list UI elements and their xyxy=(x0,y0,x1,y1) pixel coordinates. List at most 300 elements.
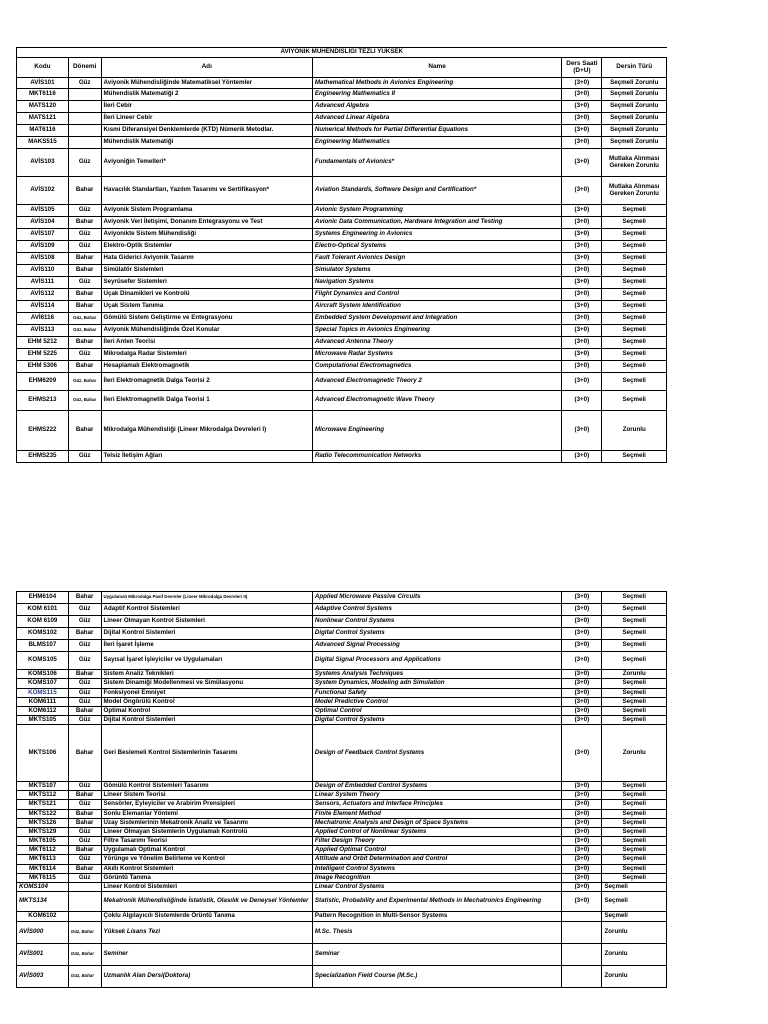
course-term: Güz xyxy=(68,716,101,725)
course-name-tr: Lineer Olmayan Kontrol Sistemleri xyxy=(101,616,312,628)
course-term xyxy=(68,113,101,125)
course-name-en: Special Topics in Avionics Engineering xyxy=(312,325,561,337)
course-name-en: Flight Dynamics and Control xyxy=(312,289,561,301)
course-type: Seçmeli xyxy=(602,874,667,883)
course-hours: (3+0) xyxy=(562,628,602,640)
table-row xyxy=(17,892,667,912)
course-code: KOMS105 xyxy=(17,652,69,670)
course-term: Güz, Bahar xyxy=(68,922,101,944)
course-name-tr: Seminer xyxy=(101,944,312,966)
course-hours: (3+0) xyxy=(562,782,602,791)
course-name-tr: Gömülü Kontrol Sistemleri Tasarımı xyxy=(101,782,312,791)
course-code: KOMS104 xyxy=(17,883,69,892)
course-name-en: Functional Safety xyxy=(312,689,561,698)
course-name-tr: Adaptif Kontrol Sistemleri xyxy=(101,604,312,616)
table-row xyxy=(17,810,667,819)
course-name-en: Computational Electromagnetics xyxy=(312,361,561,373)
course-name-tr: Lineer Sistem Teorisi xyxy=(101,791,312,800)
course-hours: (3+0) xyxy=(562,177,602,205)
header-dersin-turu: Dersin Türü xyxy=(602,58,667,78)
course-code: MKTS105 xyxy=(17,716,69,725)
course-type: Seçmeli xyxy=(602,205,667,217)
course-code: MKTS121 xyxy=(17,800,69,810)
course-term: Bahar xyxy=(68,592,101,604)
course-name-tr: Seyrüsefer Sistemleri xyxy=(101,277,312,289)
course-name-en: Digital Control Systems xyxy=(312,716,561,725)
course-term: Bahar xyxy=(68,361,101,373)
course-name-en: Design of Feedback Control Systems xyxy=(312,725,561,782)
course-term: Güz xyxy=(68,837,101,846)
course-term: Güz, Bahar xyxy=(68,391,101,411)
table-row xyxy=(17,229,667,241)
course-name-en: Mathematical Methods in Avionics Engineering xyxy=(312,78,561,89)
course-name-tr: Mühendislik Matematiği 2 xyxy=(101,89,312,101)
course-code: KOM6111 xyxy=(17,698,69,707)
course-name-tr: Uygulamalı Mikrodalga Pasif Devreler (Lineer Mikrodalga Devreleri II) xyxy=(101,592,312,604)
course-term: Güz xyxy=(68,604,101,616)
header-adi: Adı xyxy=(101,58,312,78)
course-term: Güz xyxy=(68,640,101,652)
course-type: Seçmeli xyxy=(602,451,667,463)
course-type: Zorunlu xyxy=(602,725,667,782)
course-hours: (3+0) xyxy=(562,229,602,241)
course-term: Güz xyxy=(68,782,101,791)
course-code: EHM 5212 xyxy=(17,337,69,349)
course-type: Seçmeli xyxy=(602,217,667,229)
course-code: AVİS110 xyxy=(17,265,69,277)
course-name-en: System Dynamics, Modeling adn Simulation xyxy=(312,679,561,689)
table-row xyxy=(17,855,667,865)
course-name-en: Radio Telecommunication Networks xyxy=(312,451,561,463)
course-name-en: Linear Control Systems xyxy=(312,883,561,892)
course-code: MKT6114 xyxy=(17,865,69,874)
course-name-tr: İleri İşaret İşleme xyxy=(101,640,312,652)
course-code: KOMS115 xyxy=(17,689,69,698)
table-row xyxy=(17,205,667,217)
course-code: AVİS111 xyxy=(17,277,69,289)
course-name-en: Engineering Mathematics II xyxy=(312,89,561,101)
course-code: MAT6116 xyxy=(17,125,69,137)
course-code: AVİS109 xyxy=(17,241,69,253)
course-code: AVİS112 xyxy=(17,289,69,301)
course-code: AVİS113 xyxy=(17,325,69,337)
course-name-en: Advanced Electromagnetic Theory 2 xyxy=(312,373,561,391)
course-type: Seçmeli xyxy=(602,313,667,325)
table-row xyxy=(17,325,667,337)
table-row xyxy=(17,125,667,137)
table-row xyxy=(17,846,667,855)
table-row xyxy=(17,265,667,277)
course-name-en: Aircraft System Identification xyxy=(312,301,561,313)
course-term xyxy=(68,883,101,892)
table-row xyxy=(17,349,667,361)
course-term: Bahar xyxy=(68,337,101,349)
course-code: KOMS102 xyxy=(17,628,69,640)
course-hours: (3+0) xyxy=(562,846,602,855)
course-code: MKTS112 xyxy=(17,791,69,800)
course-name-tr: Sonlu Elemanlar Yöntemi xyxy=(101,810,312,819)
course-hours: (3+0) xyxy=(562,855,602,865)
course-type: Seçmeli xyxy=(602,883,667,892)
course-term xyxy=(68,101,101,113)
course-name-en: Avionic System Programming xyxy=(312,205,561,217)
course-term: Bahar xyxy=(68,819,101,828)
course-name-tr: Lineer Olmayan Sistemlerin Uygulamalı Kontrolü xyxy=(101,828,312,837)
course-name-en: Adaptive Control Systems xyxy=(312,604,561,616)
course-name-en: Design of Embedded Control Systems xyxy=(312,782,561,791)
course-code: AVİS107 xyxy=(17,229,69,241)
course-table-1 xyxy=(16,47,667,463)
course-code: AVİS114 xyxy=(17,301,69,313)
course-type: Zorunlu xyxy=(602,966,667,988)
course-name-tr: Simülatör Sistemleri xyxy=(101,265,312,277)
course-type: Seçmeli Zorunlu xyxy=(602,89,667,101)
table-row xyxy=(17,944,667,966)
course-term: Güz xyxy=(68,698,101,707)
course-hours: (3+0) xyxy=(562,883,602,892)
course-name-en: Electro-Optical Systems xyxy=(312,241,561,253)
course-hours: (3+0) xyxy=(562,349,602,361)
course-name-en: Advanced Electromagnetic Wave Theory xyxy=(312,391,561,411)
course-name-en: Advanced Linear Algebra xyxy=(312,113,561,125)
course-name-tr: Sensörler, Eyleyiciler ve Arabirim Prensipleri xyxy=(101,800,312,810)
course-name-tr: İleri Lineer Cebir xyxy=(101,113,312,125)
course-type: Seçmeli xyxy=(602,616,667,628)
course-code: EHM 5225 xyxy=(17,349,69,361)
table-row xyxy=(17,670,667,679)
table-row xyxy=(17,337,667,349)
course-term: Bahar xyxy=(68,725,101,782)
course-type: Seçmeli xyxy=(602,791,667,800)
table-title: AVIYONIK MUHENDISLIĞI TEZLI YUKSEK xyxy=(17,48,667,58)
course-code: AVİS000 xyxy=(17,922,69,944)
course-name-tr: Elektro-Optik Sistemler xyxy=(101,241,312,253)
course-code: MKT6113 xyxy=(17,855,69,865)
table-row xyxy=(17,373,667,391)
course-hours: (3+0) xyxy=(562,277,602,289)
table-row xyxy=(17,89,667,101)
course-name-tr: Yörünge ve Yönelim Belirleme ve Kontrol xyxy=(101,855,312,865)
course-type: Seçmeli xyxy=(602,301,667,313)
course-name-en: M.Sc. Thesis xyxy=(312,922,561,944)
course-term: Bahar xyxy=(68,810,101,819)
table-row xyxy=(17,301,667,313)
course-name-tr: Lineer Kontrol Sistemleri xyxy=(101,883,312,892)
course-type: Seçmeli xyxy=(602,628,667,640)
course-code: MKT6116 xyxy=(17,89,69,101)
course-code: MAKS515 xyxy=(17,137,69,149)
table-row xyxy=(17,819,667,828)
course-hours: (3+0) xyxy=(562,113,602,125)
course-type: Seçmeli xyxy=(602,373,667,391)
course-name-tr: Aviyoniğin Temelleri* xyxy=(101,149,312,177)
table-row xyxy=(17,828,667,837)
course-name-tr: Filtre Tasarımı Teorisi xyxy=(101,837,312,846)
course-name-en: Simulator Systems xyxy=(312,265,561,277)
table-1-body xyxy=(17,78,667,463)
course-term: Güz xyxy=(68,78,101,89)
table-row xyxy=(17,411,667,451)
course-hours: (3+0) xyxy=(562,361,602,373)
course-code: KOM6112 xyxy=(17,707,69,716)
course-code: EHMS235 xyxy=(17,451,69,463)
course-hours: (3+0) xyxy=(562,698,602,707)
course-hours: (3+0) xyxy=(562,670,602,679)
course-hours: (3+0) xyxy=(562,205,602,217)
course-term xyxy=(68,912,101,922)
header-name: Name xyxy=(312,58,561,78)
course-type: Seçmeli xyxy=(602,361,667,373)
course-hours: (3+0) xyxy=(562,592,602,604)
course-code: AVİS101 xyxy=(17,78,69,89)
table-row xyxy=(17,137,667,149)
course-code: AVİS102 xyxy=(17,177,69,205)
course-type: Seçmeli xyxy=(602,277,667,289)
course-term xyxy=(68,89,101,101)
course-name-tr: Mühendislik Matematiği xyxy=(101,137,312,149)
course-name-tr: İleri Elektromagnetik Dalga Teorisi 1 xyxy=(101,391,312,411)
course-name-tr: Aviyonik Mühendisliğinde Matematiksel Yöntemler xyxy=(101,78,312,89)
course-name-en: Microwave Radar Systems xyxy=(312,349,561,361)
table-row xyxy=(17,628,667,640)
course-hours: (3+0) xyxy=(562,217,602,229)
course-hours: (3+0) xyxy=(562,241,602,253)
course-hours: (3+0) xyxy=(562,828,602,837)
table-row xyxy=(17,698,667,707)
course-type: Seçmeli xyxy=(602,337,667,349)
course-name-en: Systems Engineering in Avionics xyxy=(312,229,561,241)
table-row xyxy=(17,149,667,177)
course-hours: (3+0) xyxy=(562,689,602,698)
course-hours xyxy=(562,966,602,988)
course-name-en: Attitude and Orbit Determination and Control xyxy=(312,855,561,865)
course-hours: (3+0) xyxy=(562,819,602,828)
table-row xyxy=(17,253,667,265)
course-name-en: Applied Microwave Passive Circuits xyxy=(312,592,561,604)
course-term: Güz xyxy=(68,874,101,883)
table-row xyxy=(17,391,667,411)
course-name-tr: Hata Giderici Aviyonik Tasarım xyxy=(101,253,312,265)
table-row xyxy=(17,791,667,800)
course-name-en: Optimal Control xyxy=(312,707,561,716)
course-code: EHMS213 xyxy=(17,391,69,411)
course-term: Güz, Bahar xyxy=(68,373,101,391)
course-name-tr: Dijital Kontrol Sistemleri xyxy=(101,716,312,725)
course-name-en: Numerical Methods for Partial Differential Equations xyxy=(312,125,561,137)
course-term xyxy=(68,137,101,149)
course-type: Seçmeli xyxy=(602,707,667,716)
course-term: Bahar xyxy=(68,865,101,874)
course-code: EHM6209 xyxy=(17,373,69,391)
table-row xyxy=(17,113,667,125)
course-term: Güz xyxy=(68,451,101,463)
course-type: Seçmeli xyxy=(602,716,667,725)
course-name-tr: Yüksek Lisans Tezi xyxy=(101,922,312,944)
course-name-tr: Mikrodalga Mühendisliği (Lineer Mikrodalga Devreleri I) xyxy=(101,411,312,451)
course-type: Seçmeli xyxy=(602,592,667,604)
course-hours: (3+0) xyxy=(562,640,602,652)
course-code: EHMS222 xyxy=(17,411,69,451)
course-code: MKTS122 xyxy=(17,810,69,819)
course-term xyxy=(68,892,101,912)
table-row xyxy=(17,966,667,988)
course-term: Güz, Bahar xyxy=(68,313,101,325)
table-row xyxy=(17,101,667,113)
course-name-en: Image Recognition xyxy=(312,874,561,883)
course-term: Güz xyxy=(68,616,101,628)
course-name-en: Aviation Standards, Software Design and Certification* xyxy=(312,177,561,205)
course-term: Güz, Bahar xyxy=(68,944,101,966)
course-name-tr: Aviyonik Veri İletişimi, Donanım Entegrasyonu ve Test xyxy=(101,217,312,229)
course-hours: (3+0) xyxy=(562,892,602,912)
course-type: Zorunlu xyxy=(602,922,667,944)
course-term: Güz xyxy=(68,229,101,241)
course-type: Seçmeli xyxy=(602,241,667,253)
course-type: Seçmeli Zorunlu xyxy=(602,125,667,137)
course-name-tr: Uzay Sistemlerinin Mekatronik Analiz ve Tasarımı xyxy=(101,819,312,828)
course-type: Seçmeli xyxy=(602,652,667,670)
course-hours: (3+0) xyxy=(562,137,602,149)
course-term: Güz xyxy=(68,349,101,361)
course-code: MKT6105 xyxy=(17,837,69,846)
course-type: Seçmeli xyxy=(602,819,667,828)
course-name-en: Linear System Theory xyxy=(312,791,561,800)
course-name-en: Model Predictive Control xyxy=(312,698,561,707)
course-hours: (3+0) xyxy=(562,89,602,101)
course-type: Seçmeli Zorunlu xyxy=(602,137,667,149)
course-name-tr: Telsiz İletişim Ağları xyxy=(101,451,312,463)
course-name-tr: Uçak Dinamikleri ve Kontrolü xyxy=(101,289,312,301)
course-hours: (3+0) xyxy=(562,78,602,89)
course-type: Zorunlu xyxy=(602,411,667,451)
course-type: Seçmeli xyxy=(602,846,667,855)
course-code: KOM6102 xyxy=(17,912,69,922)
course-name-tr: İleri Anten Teorisi xyxy=(101,337,312,349)
course-name-tr: Dijital Kontrol Sistemleri xyxy=(101,628,312,640)
course-name-tr: Uzmanlık Alan Dersi(Doktora) xyxy=(101,966,312,988)
course-code: KOM 6109 xyxy=(17,616,69,628)
course-term: Bahar xyxy=(68,791,101,800)
table-row xyxy=(17,78,667,89)
course-name-tr: Görüntü Tanıma xyxy=(101,874,312,883)
table-row xyxy=(17,313,667,325)
header-donemi: Dönemi xyxy=(68,58,101,78)
course-code: MKT6112 xyxy=(17,846,69,855)
course-code: MKT6115 xyxy=(17,874,69,883)
course-code: KOMS107 xyxy=(17,679,69,689)
header-kodu: Kodu xyxy=(17,58,69,78)
course-hours: (3+0) xyxy=(562,301,602,313)
course-name-en: Digital Signal Processors and Applications xyxy=(312,652,561,670)
course-term: Güz xyxy=(68,689,101,698)
course-hours xyxy=(562,912,602,922)
course-type: Seçmeli xyxy=(602,325,667,337)
course-term: Bahar xyxy=(68,301,101,313)
course-type: Seçmeli xyxy=(602,229,667,241)
course-hours: (3+0) xyxy=(562,253,602,265)
table-row xyxy=(17,865,667,874)
course-name-tr: Mekatronik Mühendisliğinde İstatistik, Olasılık ve Deneysel Yöntemler xyxy=(101,892,312,912)
course-term: Güz xyxy=(68,277,101,289)
course-code: EHM6104 xyxy=(17,592,69,604)
course-code: KOMS106 xyxy=(17,670,69,679)
course-type: Mutlaka Alınması Gereken Zorunlu xyxy=(602,177,667,205)
course-term: Bahar xyxy=(68,177,101,205)
course-term: Güz xyxy=(68,855,101,865)
course-name-en: Nonlinear Control Systems xyxy=(312,616,561,628)
course-hours: (3+0) xyxy=(562,837,602,846)
table-row xyxy=(17,289,667,301)
table-row xyxy=(17,883,667,892)
course-name-tr: Aviyonik Sistem Programlama xyxy=(101,205,312,217)
course-name-en: Advanced Algebra xyxy=(312,101,561,113)
table-row xyxy=(17,616,667,628)
course-hours: (3+0) xyxy=(562,451,602,463)
course-name-en: Seminar xyxy=(312,944,561,966)
course-code: AVİS105 xyxy=(17,205,69,217)
course-hours: (3+0) xyxy=(562,373,602,391)
course-code: MKTS129 xyxy=(17,828,69,837)
course-type: Seçmeli xyxy=(602,855,667,865)
table-row xyxy=(17,277,667,289)
course-term: Güz xyxy=(68,828,101,837)
course-term: Güz xyxy=(68,205,101,217)
course-name-en: Digital Control Systems xyxy=(312,628,561,640)
course-code: MKTS126 xyxy=(17,819,69,828)
course-hours xyxy=(562,944,602,966)
course-type: Seçmeli xyxy=(602,289,667,301)
course-code: BLMS107 xyxy=(17,640,69,652)
table-row xyxy=(17,217,667,229)
course-type: Zorunlu xyxy=(602,670,667,679)
course-hours: (3+0) xyxy=(562,325,602,337)
table-row xyxy=(17,874,667,883)
course-name-en: Avionic Data Communication, Hardware Integration and Testing xyxy=(312,217,561,229)
course-name-en: Advanced Signal Processing xyxy=(312,640,561,652)
course-name-en: Navigation Systems xyxy=(312,277,561,289)
course-code: KOM 6101 xyxy=(17,604,69,616)
course-name-tr: Havacılık Standartları, Yazılım Tasarımı ve Sertifikasyon* xyxy=(101,177,312,205)
course-hours: (3+0) xyxy=(562,679,602,689)
course-type: Seçmeli xyxy=(602,349,667,361)
table-row xyxy=(17,800,667,810)
course-hours: (3+0) xyxy=(562,616,602,628)
course-term xyxy=(68,125,101,137)
course-name-en: Systems Analysis Techniques xyxy=(312,670,561,679)
course-name-tr: Aviyonikte Sistem Mühendisliği xyxy=(101,229,312,241)
table-row xyxy=(17,451,667,463)
course-term: Bahar xyxy=(68,289,101,301)
course-code: MKTS106 xyxy=(17,725,69,782)
course-term: Bahar xyxy=(68,846,101,855)
course-hours: (3+0) xyxy=(562,800,602,810)
course-hours: (3+0) xyxy=(562,101,602,113)
course-hours: (3+0) xyxy=(562,411,602,451)
course-type: Seçmeli xyxy=(602,689,667,698)
course-hours: (3+0) xyxy=(562,337,602,349)
course-name-en: Fault Tolerant Avionics Design xyxy=(312,253,561,265)
course-hours: (3+0) xyxy=(562,874,602,883)
course-code: MKTS134 xyxy=(17,892,69,912)
course-name-tr: Uçak Sistem Tanıma xyxy=(101,301,312,313)
course-code: AVİS104 xyxy=(17,217,69,229)
course-hours: (3+0) xyxy=(562,716,602,725)
course-name-tr: Model Öngörülü Kontrol xyxy=(101,698,312,707)
course-name-tr: Optimal Kontrol xyxy=(101,707,312,716)
course-term: Güz xyxy=(68,679,101,689)
course-name-tr: İleri Cebir xyxy=(101,101,312,113)
course-hours: (3+0) xyxy=(562,810,602,819)
